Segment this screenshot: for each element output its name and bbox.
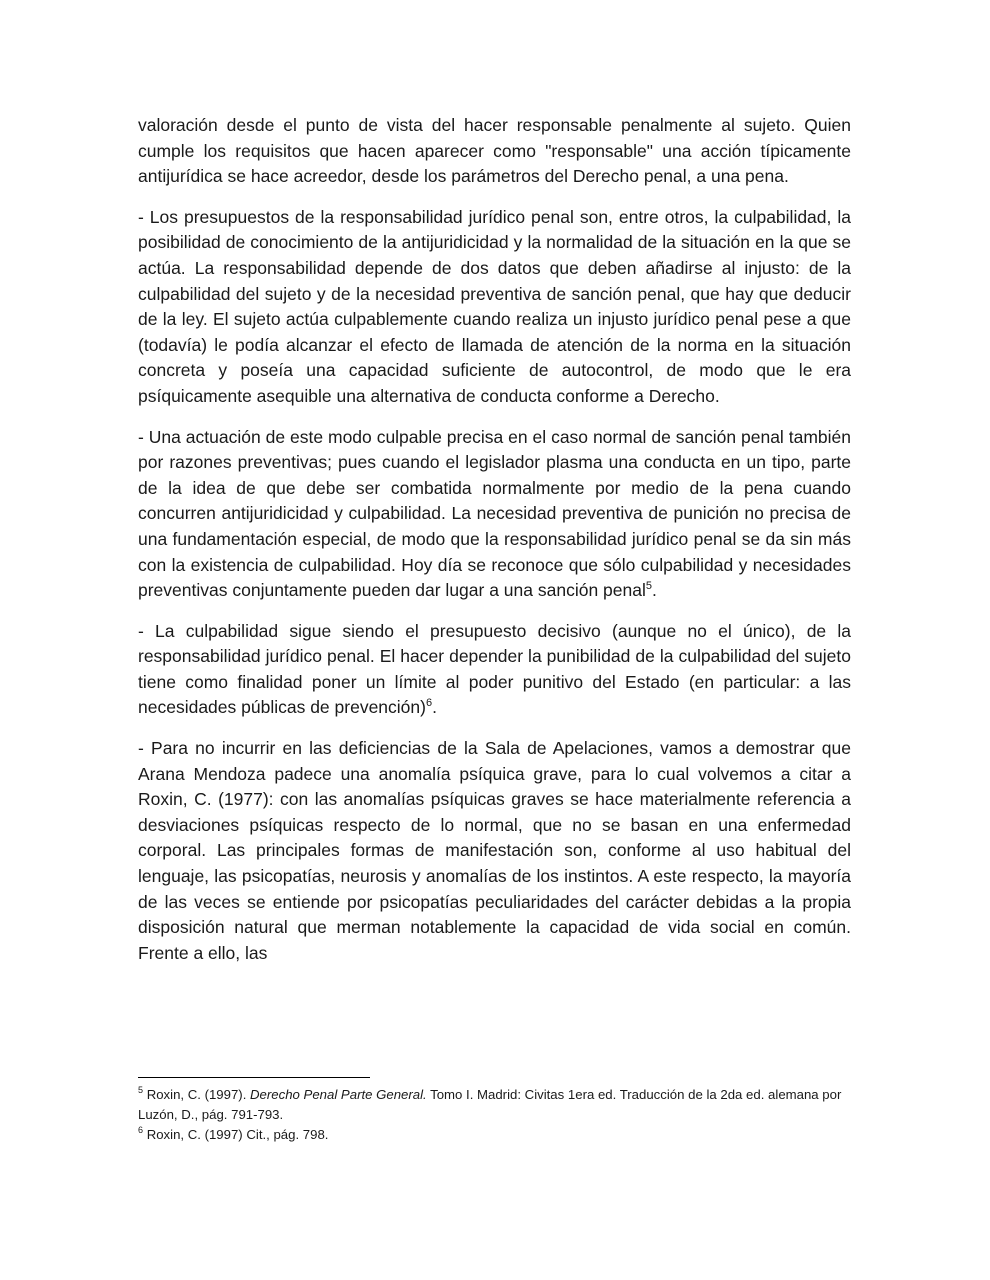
- footnote-5-rest: Tomo I. Madrid: Civitas 1era ed. Traducción de la 2da ed. alemana por Luzón, D., pág. 791-793.: [138, 1087, 842, 1122]
- paragraph-5: [138, 736, 851, 966]
- paragraph-3-text: - Una actuación de este modo culpable precisa en el caso normal de sanción penal también por razones preventivas; pues cuando el legislador plasma una conducta en un tipo, parte de la idea de que debe ser combatida normalmente por medio de la pena cuando concurren antijuridicidad y culpabilidad. La necesidad preventiva de punición no precisa de una fundamentación especial, de modo que la responsabilidad jurídico penal se da sin más con la existencia de culpabilidad. Hoy día se reconoce que sólo culpabilidad y necesidades preventivas conjuntamente pueden dar lugar a una sanción penal: [138, 426, 851, 601]
- paragraph-4: [138, 619, 851, 721]
- footnote-ref-5[interactable]: 5: [645, 580, 652, 593]
- paragraph-2-text: - Los presupuestos de la responsabilidad jurídico penal son, entre otros, la culpabilidad, la posibilidad de conocimiento de la antijuridicidad y la normalidad de la situación en la que se actúa. La responsabilidad depende de dos datos que deben añadirse al injusto: de la culpabilidad del sujeto y de la necesidad preventiva de sanción penal, que hay que deducir de la ley. El sujeto actúa culpablemente cuando realiza un injusto jurídico penal pese a que (todavía) le podía alcanzar el efecto de llamada de atención de la norma en la situación concreta y poseía una capacidad suficiente de autocontrol, de modo que le era psíquicamente asequible una alternativa de conducta conforme a Derecho.: [138, 206, 851, 406]
- footnote-separator: [138, 1077, 370, 1078]
- paragraph-1-text: valoración desde el punto de vista del hacer responsable penalmente al sujeto. Quien cumple los requisitos que hacen aparecer como "responsable" una acción típicamente antijurídica se hace acreedor, desde los parámetros del Derecho penal, a una pena.: [138, 115, 851, 187]
- page-body: [138, 113, 851, 981]
- footnote-6: [138, 1125, 851, 1145]
- footnote-5-number: 5: [138, 1085, 144, 1095]
- paragraph-5-text: - Para no incurrir en las deficiencias de la Sala de Apelaciones, vamos a demostrar que Arana Mendoza padece una anomalía psíquica grave, para lo cual volvemos a citar a Roxin, C. (1977): con las anomalías psíquicas graves se hace materialmente referencia a desviaciones psíquicas respecto de lo normal, que no se basan en una enfermedad corporal. Las principales formas de manifestación son, conforme al uso habitual del lenguaje, las psicopatías, neurosis y anomalías de los instintos. A este respecto, la mayoría de las veces se entiende por psicopatías peculiaridades del carácter debidas a la propia disposición natural que merman notablemente la capacidad de vida social en común. Frente a ello, las: [138, 738, 851, 963]
- footnote-5-author: Roxin, C. (1997).: [146, 1087, 251, 1102]
- footnote-6-text: Roxin, C. (1997) Cit., pág. 798.: [146, 1127, 329, 1142]
- paragraph-2: [138, 205, 851, 410]
- footnote-ref-6[interactable]: 6: [425, 697, 433, 710]
- paragraph-4-text: - La culpabilidad sigue siendo el presupuesto decisivo (aunque no el único), de la responsabilidad jurídico penal. El hacer depender la punibilidad de la culpabilidad del sujeto tiene como finalidad poner un límite al poder punitivo del Estado (en particular: a las necesidades públicas de prevención): [138, 620, 851, 718]
- paragraph-3-end: .: [651, 580, 657, 601]
- paragraph-4-end: .: [432, 697, 437, 718]
- paragraph-1: [138, 113, 851, 190]
- footnote-6-number: 6: [138, 1125, 144, 1135]
- footnotes: [138, 1085, 851, 1145]
- footnote-5: [138, 1085, 851, 1125]
- paragraph-3: [138, 425, 851, 604]
- footnote-5-title: Derecho Penal Parte General.: [250, 1087, 427, 1102]
